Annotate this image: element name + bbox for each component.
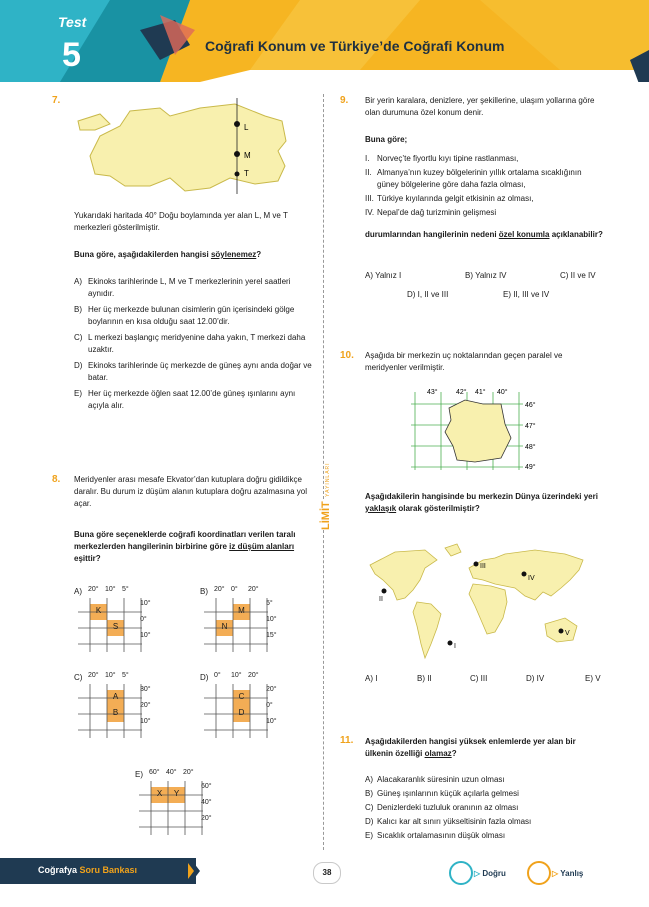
q11-options [365,774,605,842]
lat-label: 15° [266,632,277,639]
option-key: B) [365,789,373,798]
q7-prompt [74,249,314,261]
lat-label: 10° [266,616,277,623]
option-text: L merkezi başlangıç meridyenine daha yakın, T merkezi daha uzaktır. [88,333,306,354]
lon-label: 60° [149,769,160,776]
lon-label: 20° [214,586,225,593]
option-text: Ekinoks tarihlerinde L, M ve T merkezlerinin yerel saatleri aynıdır. [88,277,291,298]
cell-label: X [156,789,163,798]
statement [365,153,605,165]
option[interactable] [74,388,314,412]
lat-label: 10° [140,632,151,639]
lat-label: 30° [140,686,151,693]
cell-label: S [112,622,119,631]
wrong-label [552,869,583,878]
statement [365,207,605,219]
footer-book-title [38,865,137,875]
prompt-end: ? [451,749,457,758]
cell-label: A [112,692,119,701]
option-text: Ekinoks tarihlerinde üç merkezde de güneş aynı anda doğar ve batar. [88,361,312,382]
map-label-2: II [379,596,383,603]
lon-label: 10° [231,672,242,679]
map-label-l: L [244,123,249,132]
option[interactable] [74,304,314,328]
test-number: 5 [62,36,81,74]
option-text: Her üç merkezde bulunan cisimlerin gün içerisindeki gölge boylarının en kısa olduğu saat 12.00’dir. [88,305,295,326]
page-title: Coğrafi Konum ve Türkiye’de Coğrafi Konum [205,38,505,54]
lon-label: 20° [88,586,99,593]
option-key: B) [74,305,82,314]
q9-prompt [365,229,605,241]
statement-key: I. [365,154,370,163]
lon-label: 10° [105,672,116,679]
world-map [365,540,605,665]
lat-label: 46° [525,402,536,409]
lon-label: 43° [427,389,438,396]
turkey-map [70,96,300,196]
q10-answer-d[interactable]: D) IV [526,674,545,683]
prompt-text: Buna göre seçeneklerde coğrafi koordinatları verilen taralı merkezlerden hangilerinin birbirine göre [74,530,296,551]
lat-label: 47° [525,423,536,430]
q9-number: 9. [340,95,349,106]
cell-label: B [112,708,119,717]
option[interactable] [365,788,605,800]
brand-sub: YAYINLARI [325,462,331,497]
lon-label: 0° [231,586,238,593]
option-key: D) [200,673,209,682]
option-key: A) [74,277,82,286]
lat-label: 20° [266,686,277,693]
q9-answer-a[interactable]: A) Yalnız I [365,271,402,280]
cell-label: D [238,708,245,717]
lat-label: 40° [201,799,212,806]
option-text: Güneş ışınlarının küçük açılarla gelmesi [377,789,519,798]
map-label-m: M [244,151,251,160]
prompt-underline: yaklaşık [365,504,397,513]
statement-text: Almanya’nın kuzey bölgelerinin yıllık ortalama sıcaklığının güney bölgelerine göre daha fazla olması, [377,168,582,189]
lat-label: 48° [525,444,536,451]
prompt-underline: iz düşüm alanları [229,542,295,551]
option-key: A) [74,587,82,596]
q10-number: 10. [340,350,354,361]
q9-answer-c[interactable]: C) II ve IV [560,271,596,280]
lat-label: 10° [140,600,151,607]
brand-name: LİMİT [320,501,332,530]
lon-label: 41° [475,389,486,396]
option[interactable] [74,276,314,300]
statement-text: Norveç’te fiyortlu kıyı tipine rastlanması, [377,154,519,163]
side-brand [316,420,330,530]
wrong-text: Yanlış [560,869,584,878]
option[interactable] [365,774,605,786]
lon-label: 0° [214,672,221,679]
option-key: C) [74,333,83,342]
prompt-text: Buna göre, aşağıdakilerden hangisi [74,250,211,259]
statement-text: Nepal’de dağ turizminin gelişmesi [377,208,497,217]
lon-label: 10° [105,586,116,593]
prompt-end: eşittir? [74,554,101,563]
option-text: Kalıcı kar alt sınırı yükseltisinin fazla olması [377,817,532,826]
lon-label: 20° [88,672,99,679]
prompt-text: Aşağıdakilerden hangisi yüksek enlemlerde yer alan bir ülkenin özelliği [365,737,576,758]
option[interactable] [365,802,605,814]
lon-label: 20° [248,672,259,679]
lat-label: 0° [266,702,273,709]
q10-text: Aşağıda bir merkezin uç noktalarından geçen paralel ve meridyenler verilmiştir. [365,351,563,372]
statement [365,167,605,191]
q10-answer-c[interactable]: C) III [470,674,488,683]
prompt-text: Aşağıdakilerin hangisinde bu merkezin Dünya üzerindeki yeri [365,492,598,501]
q7-text: Yukarıdaki haritada 40° Doğu boylamında yer alan L, M ve T merkezleri gösterilmiştir. [74,211,288,232]
q7-options [74,276,314,412]
map-label-5: V [565,630,570,637]
lat-label: 20° [201,815,212,822]
lat-label: 20° [140,702,151,709]
map-label-3: III [480,563,486,570]
q10-grid-map [405,386,555,472]
lat-label: 5° [266,600,273,607]
map-label-1: I [454,643,456,650]
statement [365,193,605,205]
footer-arrow-icon [176,858,206,884]
option[interactable] [74,360,314,384]
lon-label: 5° [122,586,129,593]
option-text: Denizlerdeki tuzluluk oranının az olması [377,803,519,812]
q11-number: 11. [340,735,354,746]
cell-label: Y [173,789,180,798]
q9-answer-d[interactable]: D) I, II ve III [407,290,449,299]
q11-prompt [365,736,605,760]
correct-text: Doğru [482,869,506,878]
cell-label: C [238,692,245,701]
prompt-text: durumlarından hangilerinin nedeni [365,230,499,239]
cell-label: K [95,606,102,615]
test-label: Test [58,14,87,30]
column-divider [323,530,324,850]
lon-label: 42° [456,389,467,396]
lon-label: 20° [183,769,194,776]
lat-label: 60° [201,783,212,790]
correct-circle-icon[interactable] [448,860,474,886]
q7-number: 7. [52,95,61,106]
prompt-end: açıklanabilir? [549,230,603,239]
q10-prompt [365,491,605,515]
q9-lead: Buna göre; [365,135,408,144]
option[interactable] [365,830,605,842]
map-label-4: IV [528,575,535,582]
q9-answer-b[interactable]: B) Yalnız IV [465,271,507,280]
q9-answer-e[interactable]: E) II, III ve IV [503,290,550,299]
prompt-underline: söylenemez [210,250,257,259]
q10-answer-e[interactable]: E) V [585,674,601,683]
option-key: A) [365,775,373,784]
triangle-icon: ▷ [552,869,561,878]
book-subject: Coğrafya [38,865,80,875]
q8-text: Meridyenler arası mesafe Ekvator’dan kutuplara doğru gidildikçe daralır. Bu durum iz düşüm alanın kutuplara doğru azalmasına yol açar. [74,475,308,508]
prompt-underline: olamaz [424,749,452,758]
lon-label: 20° [248,586,259,593]
correct-label [474,869,506,878]
book-series: Soru Bankası [79,865,138,875]
option-key: D) [74,361,83,370]
lon-label: 5° [122,672,129,679]
lat-label: 10° [266,718,277,725]
option-key: E) [365,831,373,840]
lat-label: 0° [140,616,147,623]
statement-key: IV. [365,208,375,217]
page-number: 38 [313,862,341,884]
lat-label: 49° [525,464,536,471]
option-key: C) [74,673,83,682]
option[interactable] [365,816,605,828]
option-key: E) [135,770,143,779]
q10-answer-a[interactable]: A) I [365,674,378,683]
option-text: Alacakaranlık süresinin uzun olması [377,775,505,784]
q8-prompt [74,529,314,565]
cell-label: N [221,622,228,631]
statement-text: Türkiye kıyılarında gelgit etkisinin az olması, [377,194,534,203]
statement-key: III. [365,194,374,203]
option-key: E) [74,389,82,398]
prompt-end: ? [256,250,262,259]
lon-label: 40° [166,769,177,776]
prompt-underline: özel konumla [498,230,550,239]
option[interactable] [74,332,314,356]
statement-key: II. [365,168,372,177]
option-text: Sıcaklık ortalamasının düşük olması [377,831,506,840]
triangle-icon: ▷ [474,869,483,878]
map-label-t: T [244,169,249,178]
q10-answer-b[interactable]: B) II [417,674,432,683]
wrong-circle-icon[interactable] [526,860,552,886]
lon-label: 40° [497,389,508,396]
cell-label: M [238,606,245,615]
q9-items [365,153,605,219]
option-key: B) [200,587,208,596]
lat-label: 10° [140,718,151,725]
q9-text: Bir yerin karalara, denizlere, yer şekillerine, ulaşım yollarına göre olan durumuna özel konum denir. [365,96,595,117]
option-key: C) [365,803,374,812]
option-key: D) [365,817,374,826]
option-text: Her üç merkezde öğlen saat 12.00’de güneş ışınlarını aynı açıyla alır. [88,389,296,410]
q8-number: 8. [52,474,61,485]
prompt-end: olarak gösterilmiştir? [396,504,480,513]
